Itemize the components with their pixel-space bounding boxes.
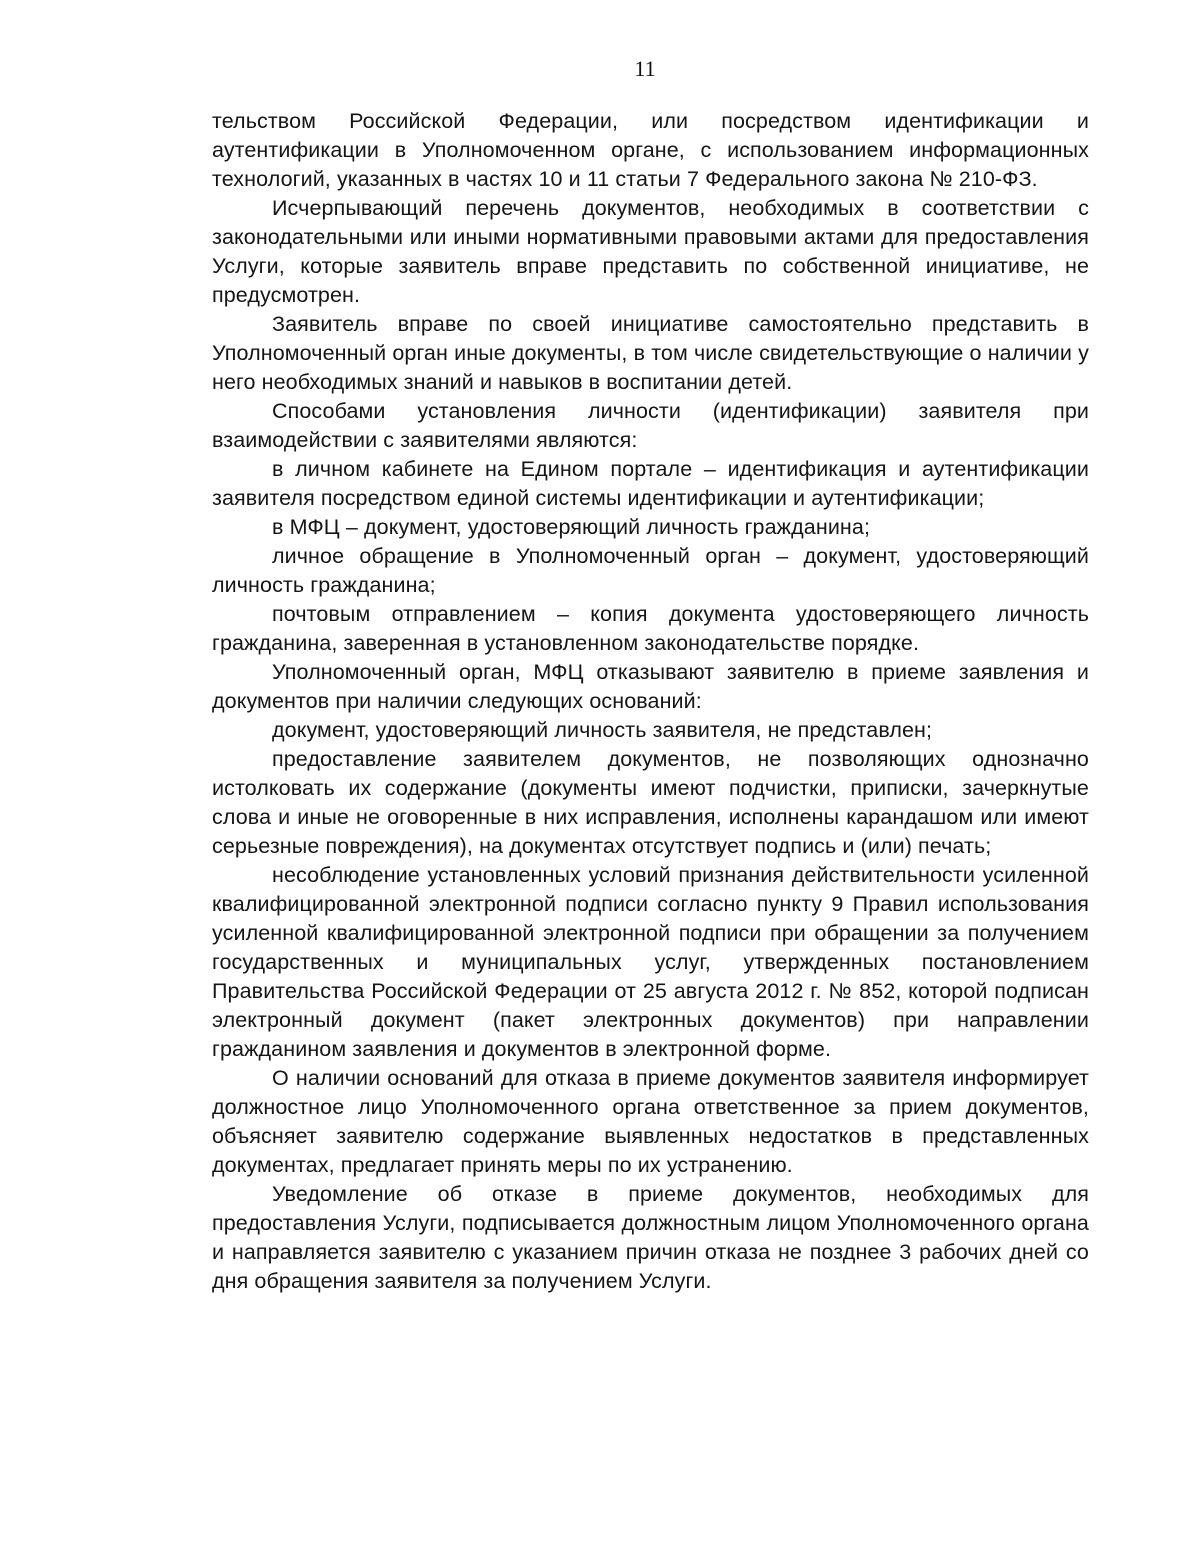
- paragraph-ambiguous-documents: предоставление заявителем документов, не позволяющих однозначно истолковать их содержание (документы имеют подчистки, приписки, зачеркнутые слова и иные не оговоренные в них исправления, исполнены карандашом или имеют серьезные повреждения), на документах отсутствует подпись и (или) печать;: [212, 747, 1089, 858]
- paragraph-refusal-notice: Уведомление об отказе в приеме документов, необходимых для предоставления Услуги, подписывается должностным лицом Уполномоченного органа и направляется заявителю с указанием причин отказа не позднее 3 рабочих дней со дня обращения заявителя за получением Услуги.: [212, 1182, 1089, 1293]
- paragraph-identification-methods: Способами установления личности (идентификации) заявителя при взаимодействии с заявителями являются:: [212, 399, 1089, 452]
- document-body: [212, 107, 1089, 1296]
- paragraph-portal-identification: в личном кабинете на Едином портале – идентификация и аутентификации заявителя посредством единой системы идентификации и аутентификации;: [212, 457, 1089, 510]
- paragraph-documents-list: Исчерпывающий перечень документов, необходимых в соответствии с законодательными или иными нормативными правовыми актами для предоставления Услуги, которые заявитель вправе представить по собственной инициативе, не предусмотрен.: [212, 196, 1089, 307]
- paragraph-applicant-rights: Заявитель вправе по своей инициативе самостоятельно представить в Уполномоченный орган иные документы, в том числе свидетельствующие о наличии у него необходимых знаний и навыков в воспитании детей.: [212, 312, 1089, 394]
- paragraph-refusal-grounds: Уполномоченный орган, МФЦ отказывают заявителю в приеме заявления и документов при наличии следующих оснований:: [212, 660, 1089, 713]
- paragraph-personal-appeal: личное обращение в Уполномоченный орган – документ, удостоверяющий личность гражданина;: [212, 544, 1089, 597]
- paragraph-signature-validity: несоблюдение установленных условий признания действительности усиленной квалифицированной электронной подписи согласно пункту 9 Правил использования усиленной квалифицированной электронной подписи при обращении за получением государственных и муниципальных услуг, утвержденных постановлением Правительства Российской Федерации от 25 августа 2012 г. № 852, которой подписан электронный документ (пакет электронных документов) при направлении гражданином заявления и документов в электронной форме.: [212, 863, 1089, 1061]
- page-number: 11: [634, 56, 656, 81]
- paragraph-no-id-document: документ, удостоверяющий личность заявителя, не представлен;: [272, 718, 933, 742]
- paragraph-mfc-identification: в МФЦ – документ, удостоверяющий личность гражданина;: [272, 515, 871, 539]
- paragraph-refusal-notification: О наличии оснований для отказа в приеме документов заявителя информирует должностное лицо Уполномоченного органа ответственное за прием документов, объясняет заявителю содержание выявленных недостатков в представленных документах, предлагает принять меры по их устранению.: [212, 1066, 1089, 1177]
- paragraph-postal: почтовым отправлением – копия документа удостоверяющего личность гражданина, заверенная в установленном законодательстве порядке.: [212, 602, 1089, 655]
- paragraph-continuation: тельством Российской Федерации, или посредством идентификации и аутентификации в Уполномоченном органе, с использованием информационных технологий, указанных в частях 10 и 11 статьи 7 Федерального закона № 210-ФЗ.: [212, 109, 1089, 191]
